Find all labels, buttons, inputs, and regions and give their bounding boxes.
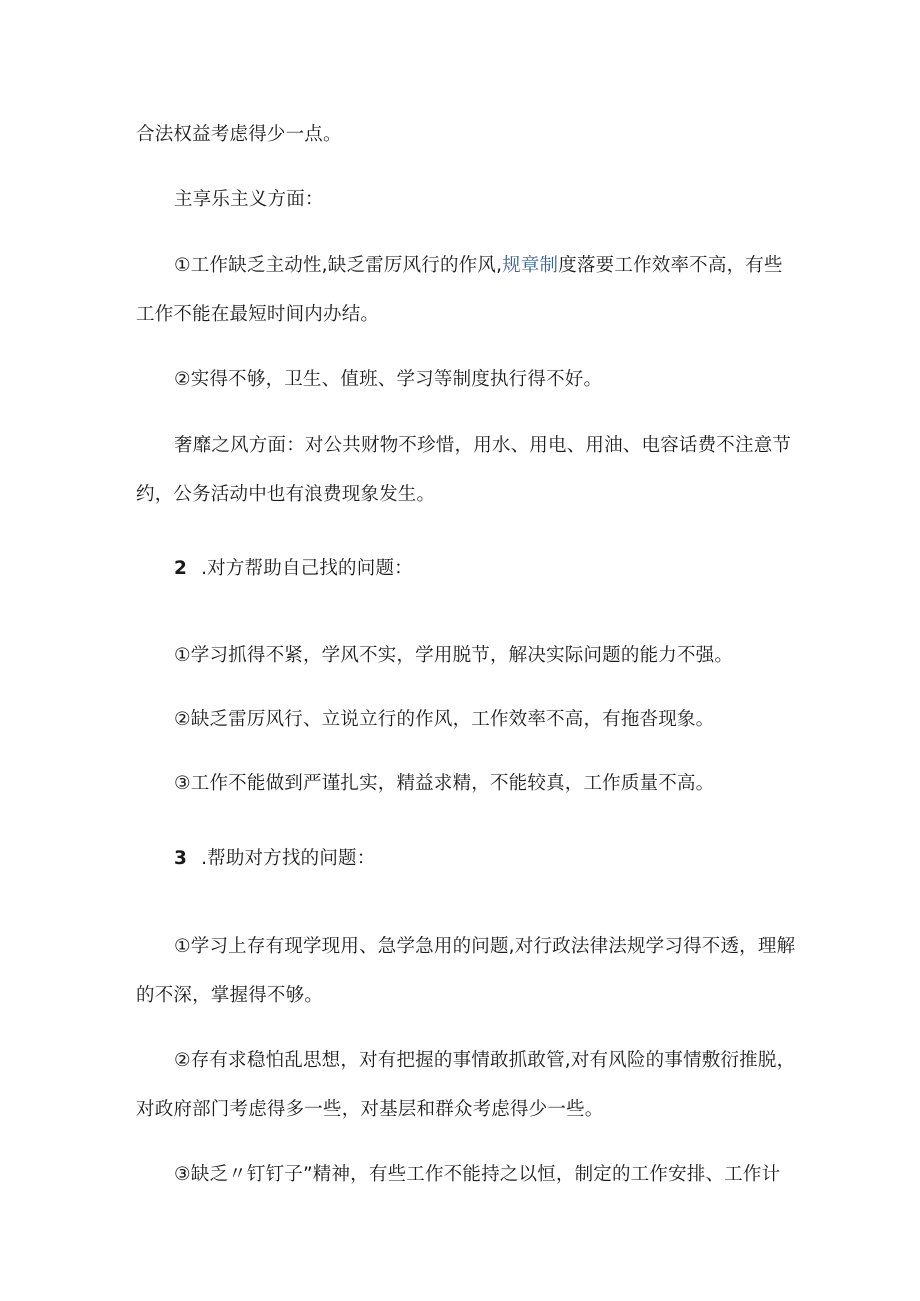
heading-text: .帮助对方找的问题： <box>201 848 376 869</box>
heading-text: .对方帮助自己找的问题： <box>201 558 413 579</box>
paragraph-line: 工作不能在最短时间内办结。 <box>136 304 380 325</box>
section-heading: 主享乐主义方面： <box>174 189 324 210</box>
paragraph-line: ①学习抓得不紧，学风不实，学用脱节，解决实际问题的能力不强。 <box>174 645 734 666</box>
paragraph-line: ②缺乏雷厉风行、立说立行的作风，工作效率不高，有拖沓现象。 <box>174 709 715 730</box>
heading-number: 2 <box>174 558 188 579</box>
paragraph-line: 对政府部门考虑得多一些，对基层和群众考虑得少一些。 <box>136 1099 604 1120</box>
paragraph-line: 奢靡之风方面：对公共财物不珍惜，用水、用电、用油、电容话费不注意节 <box>174 435 792 456</box>
paragraph-line: 约，公务活动中也有浪费现象发生。 <box>136 484 436 505</box>
hyperlink[interactable]: 规章制 <box>502 255 559 276</box>
paragraph-line <box>174 253 783 279</box>
paragraph-line: ①学习上存有现学现用、急学急用的问题,对行政法律法规学习得不透，理解 <box>174 936 796 957</box>
paragraph-line: ③工作不能做到严谨扎实，精益求精，不能较真，工作质量不高。 <box>174 773 715 794</box>
paragraph-line: ②存有求稳怕乱思想，对有把握的事情敢抓敢管,对有风险的事情敷衍推脱， <box>174 1050 796 1071</box>
text-span: ①工作缺乏主动性,缺乏雷厉风行的作风, <box>174 255 503 276</box>
paragraph-line: 合法权益考虑得少一点。 <box>136 124 342 145</box>
numbered-heading <box>174 846 375 872</box>
paragraph-line: ②实得不够，卫生、值班、学习等制度执行得不好。 <box>174 369 603 390</box>
paragraph-line: 的不深，掌握得不够。 <box>136 985 324 1006</box>
numbered-heading <box>174 556 413 582</box>
paragraph-line: ③缺乏〃钉钉子”精神，有些工作不能持之以恒，制定的工作安排、工作计 <box>174 1164 781 1185</box>
heading-number: 3 <box>174 848 188 869</box>
text-span: 度落要工作效率不高，有些 <box>558 255 783 276</box>
